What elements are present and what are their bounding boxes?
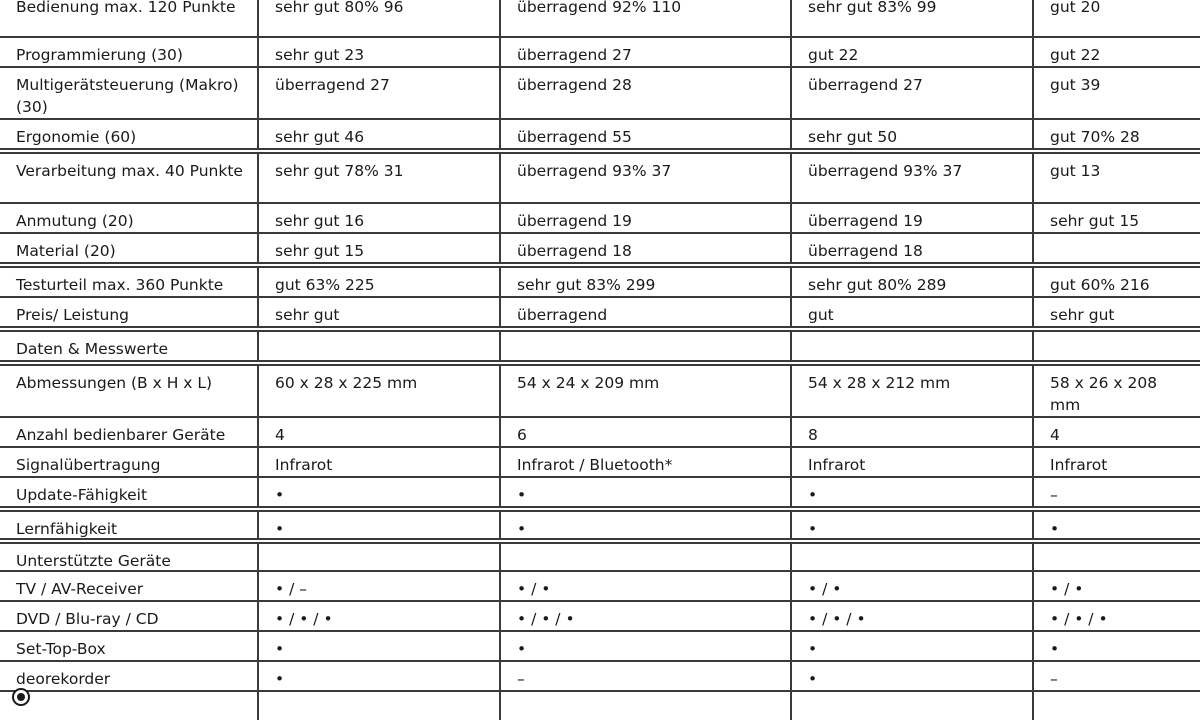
table-cell: • / – bbox=[257, 572, 499, 600]
row-label: deorekorder bbox=[16, 670, 111, 688]
table-cell: sehr gut 16 bbox=[257, 204, 499, 232]
table-cell: Infrarot / Bluetooth* bbox=[499, 448, 790, 476]
table-row bbox=[0, 506, 1200, 538]
table-cell: überragend 27 bbox=[790, 68, 1032, 118]
table-cell: – bbox=[1032, 478, 1200, 506]
table-row bbox=[0, 476, 1200, 506]
table-cell: gut 22 bbox=[790, 38, 1032, 66]
table-cell: – bbox=[1032, 662, 1200, 690]
table-cell: • bbox=[499, 512, 790, 538]
table-row bbox=[0, 118, 1200, 148]
table-row bbox=[0, 570, 1200, 600]
row-label: TV / AV-Receiver bbox=[16, 580, 144, 598]
table-cell: • / • bbox=[1032, 572, 1200, 600]
table-cell: Infrarot bbox=[790, 448, 1032, 476]
table-cell: • bbox=[257, 662, 499, 690]
table-cell: gut 22 bbox=[1032, 38, 1200, 66]
table-cell bbox=[499, 692, 790, 720]
table-row bbox=[0, 202, 1200, 232]
table-cell: 58 x 26 x 208 mm bbox=[1032, 366, 1200, 416]
table-cell: Infrarot bbox=[1032, 448, 1200, 476]
row-label: Multigerätsteuerung (Makro) (30) bbox=[16, 76, 239, 116]
table-cell: Infrarot bbox=[257, 448, 499, 476]
row-label: Daten & Messwerte bbox=[16, 340, 169, 358]
table-row bbox=[0, 360, 1200, 416]
row-label: Update-Fähigkeit bbox=[16, 486, 148, 504]
table-cell: sehr gut 80% 96 bbox=[257, 0, 499, 36]
table-cell: • bbox=[790, 512, 1032, 538]
copyright-icon bbox=[12, 688, 30, 706]
table-cell: • / • / • bbox=[790, 602, 1032, 630]
table-row bbox=[0, 690, 1200, 720]
table-cell: überragend 18 bbox=[499, 234, 790, 262]
row-label: Preis/ Leistung bbox=[16, 306, 130, 324]
table-cell bbox=[1032, 332, 1200, 360]
table-cell: gut 13 bbox=[1032, 154, 1200, 202]
table-cell: • bbox=[499, 632, 790, 660]
table-cell: sehr gut 15 bbox=[1032, 204, 1200, 232]
table-row bbox=[0, 262, 1200, 296]
table-row bbox=[0, 0, 1200, 36]
table-row bbox=[0, 600, 1200, 630]
row-label: Verarbeitung max. 40 Punkte bbox=[16, 162, 243, 180]
row-label: Material (20) bbox=[16, 242, 116, 260]
table-cell: • / • / • bbox=[1032, 602, 1200, 630]
table-cell: • bbox=[257, 478, 499, 506]
table-row bbox=[0, 416, 1200, 446]
table-cell: gut 39 bbox=[1032, 68, 1200, 118]
table-cell bbox=[257, 692, 499, 720]
table-cell bbox=[499, 332, 790, 360]
table-row bbox=[0, 326, 1200, 360]
table-row bbox=[0, 660, 1200, 690]
row-label: Anzahl bedienbarer Geräte bbox=[16, 426, 226, 444]
row-label: Testurteil max. 360 Punkte bbox=[16, 276, 224, 294]
table-cell: • bbox=[1032, 632, 1200, 660]
table-cell: – bbox=[499, 662, 790, 690]
row-label: Unterstützte Geräte bbox=[16, 552, 171, 570]
table-cell: überragend 92% 110 bbox=[499, 0, 790, 36]
table-cell bbox=[1032, 544, 1200, 570]
table-cell: gut 60% 216 bbox=[1032, 268, 1200, 296]
table-cell: 54 x 24 x 209 mm bbox=[499, 366, 790, 416]
table-cell: sehr gut bbox=[257, 298, 499, 326]
table-cell: sehr gut bbox=[1032, 298, 1200, 326]
row-label bbox=[0, 692, 257, 720]
table-cell: überragend 93% 37 bbox=[499, 154, 790, 202]
table-cell: • / • / • bbox=[499, 602, 790, 630]
table-cell: 8 bbox=[790, 418, 1032, 446]
table-row bbox=[0, 66, 1200, 118]
table-cell: gut 63% 225 bbox=[257, 268, 499, 296]
table-row bbox=[0, 296, 1200, 326]
table-row bbox=[0, 36, 1200, 66]
row-label: Bedienung max. 120 Punkte bbox=[16, 0, 236, 16]
table-row bbox=[0, 630, 1200, 660]
table-cell: 6 bbox=[499, 418, 790, 446]
row-label: Ergonomie (60) bbox=[16, 128, 137, 146]
table-cell: • bbox=[790, 478, 1032, 506]
table-cell: gut 20 bbox=[1032, 0, 1200, 36]
table-cell: sehr gut 78% 31 bbox=[257, 154, 499, 202]
row-label: DVD / Blu-ray / CD bbox=[16, 610, 159, 628]
table-cell: überragend 28 bbox=[499, 68, 790, 118]
table-cell bbox=[257, 544, 499, 570]
table-cell: 60 x 28 x 225 mm bbox=[257, 366, 499, 416]
table-cell: überragend 93% 37 bbox=[790, 154, 1032, 202]
table-cell: sehr gut 50 bbox=[790, 120, 1032, 148]
table-cell: 4 bbox=[1032, 418, 1200, 446]
table-cell: überragend 18 bbox=[790, 234, 1032, 262]
table-cell: gut 70% 28 bbox=[1032, 120, 1200, 148]
table-cell bbox=[1032, 692, 1200, 720]
table-cell: • / • / • bbox=[257, 602, 499, 630]
table-cell: sehr gut 46 bbox=[257, 120, 499, 148]
table-cell bbox=[257, 332, 499, 360]
table-cell bbox=[499, 544, 790, 570]
table-cell: sehr gut 80% 289 bbox=[790, 268, 1032, 296]
table-cell: 54 x 28 x 212 mm bbox=[790, 366, 1032, 416]
table-row bbox=[0, 446, 1200, 476]
table-cell: sehr gut 23 bbox=[257, 38, 499, 66]
table-cell bbox=[790, 544, 1032, 570]
table-cell: 4 bbox=[257, 418, 499, 446]
table-cell: überragend 27 bbox=[499, 38, 790, 66]
table-row bbox=[0, 148, 1200, 202]
row-label: Set-Top-Box bbox=[16, 640, 106, 658]
table-cell bbox=[1032, 234, 1200, 262]
table-row bbox=[0, 232, 1200, 262]
table-row bbox=[0, 538, 1200, 570]
row-label: Anmutung (20) bbox=[16, 212, 134, 230]
table-cell bbox=[790, 692, 1032, 720]
row-label: Lernfähigkeit bbox=[16, 520, 118, 538]
table-cell: überragend 19 bbox=[790, 204, 1032, 232]
table-cell: • bbox=[1032, 512, 1200, 538]
table-cell: • bbox=[257, 512, 499, 538]
table-cell: gut bbox=[790, 298, 1032, 326]
table-cell: überragend bbox=[499, 298, 790, 326]
row-label: Programmierung (30) bbox=[16, 46, 183, 64]
table-cell bbox=[790, 332, 1032, 360]
table-cell: überragend 19 bbox=[499, 204, 790, 232]
table-cell: sehr gut 83% 99 bbox=[790, 0, 1032, 36]
table-cell: • / • bbox=[499, 572, 790, 600]
table-cell: sehr gut 15 bbox=[257, 234, 499, 262]
table-cell: sehr gut 83% 299 bbox=[499, 268, 790, 296]
table-cell: • bbox=[257, 632, 499, 660]
table-cell: überragend 27 bbox=[257, 68, 499, 118]
table-cell: • bbox=[790, 632, 1032, 660]
table-cell: • bbox=[790, 662, 1032, 690]
row-label: Signalübertragung bbox=[16, 456, 161, 474]
table-cell: • bbox=[499, 478, 790, 506]
row-label: Abmessungen (B x H x L) bbox=[16, 374, 213, 392]
table-cell: • / • bbox=[790, 572, 1032, 600]
table-cell: überragend 55 bbox=[499, 120, 790, 148]
